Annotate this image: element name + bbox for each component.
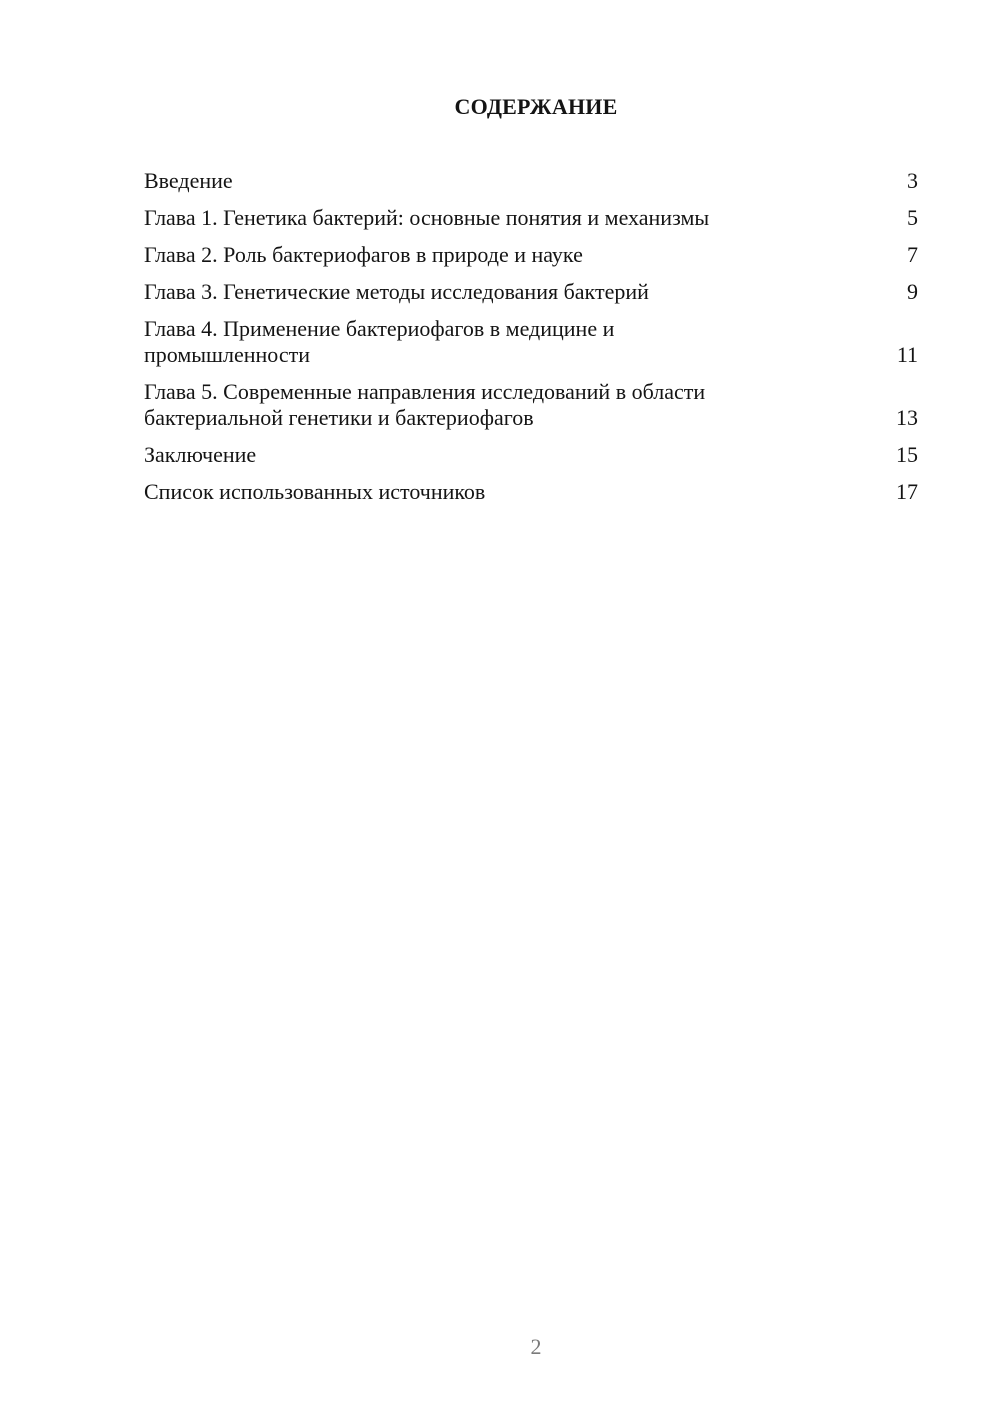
toc-entry-page: 9: [907, 279, 918, 304]
toc-entry-page: 3: [907, 168, 918, 193]
toc-entry-page: 17: [896, 479, 918, 504]
toc-entry-chapter-5[interactable]: [144, 379, 918, 431]
toc-entry-title: Глава 3. Генетические методы исследования бактерий: [144, 279, 649, 304]
toc-entry-title: Глава 5. Современные направления исследований в области бактериальной генетики и бактериофагов: [144, 379, 706, 430]
page-title: СОДЕРЖАНИЕ: [454, 94, 618, 119]
toc-entry-conclusion[interactable]: [144, 442, 918, 468]
toc-entry-title: Глава 4. Применение бактериофагов в медицине и промышленности: [144, 316, 615, 367]
toc-entry-title: Глава 1. Генетика бактерий: основные понятия и механизмы: [144, 205, 710, 230]
toc-entry-chapter-4[interactable]: [144, 316, 918, 368]
page-number: 2: [530, 1334, 542, 1359]
toc-entry-page: 11: [896, 342, 918, 367]
toc-entry-page: 5: [907, 205, 918, 230]
toc-entry-references[interactable]: [144, 479, 918, 505]
toc-entry-introduction[interactable]: [144, 168, 918, 194]
toc-entry-title: Глава 2. Роль бактериофагов в природе и науке: [144, 242, 583, 267]
toc-entry-page: 13: [896, 405, 918, 430]
toc-entry-title: Список использованных источников: [144, 479, 486, 504]
toc-entry-title: Введение: [144, 168, 233, 193]
table-of-contents: [144, 168, 918, 516]
toc-entry-title: Заключение: [144, 442, 257, 467]
toc-entry-chapter-3[interactable]: [144, 279, 918, 305]
toc-entry-chapter-2[interactable]: [144, 242, 918, 268]
toc-entry-chapter-1[interactable]: [144, 205, 918, 231]
toc-entry-page: 15: [896, 442, 918, 467]
toc-entry-page: 7: [907, 242, 918, 267]
